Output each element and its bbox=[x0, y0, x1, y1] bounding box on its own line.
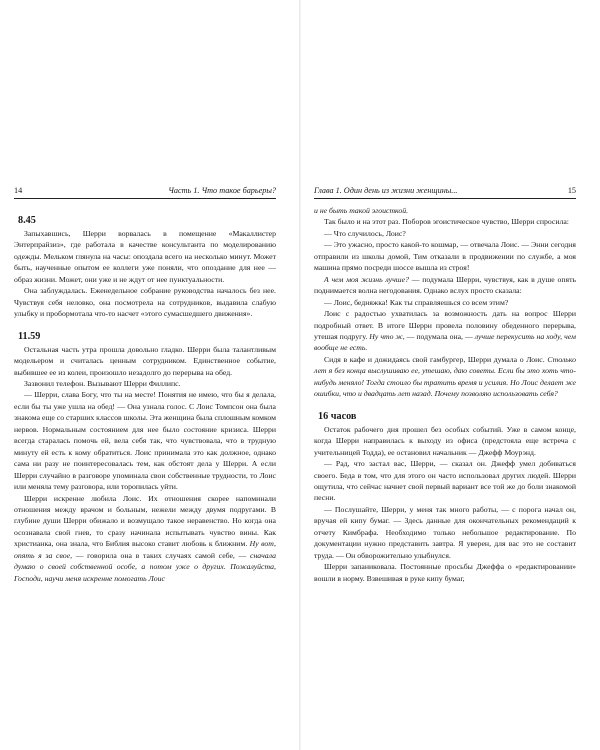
text-run: — Что случилось, Лоис? bbox=[324, 228, 406, 238]
italic-text: сначала думаю о своей собственной особе, а потом уже о других. Пожалуйста, Господи, научи меня искренне помогать Лоис bbox=[14, 550, 276, 583]
paragraph bbox=[14, 493, 276, 585]
right-page-body bbox=[314, 205, 576, 584]
page-number: 14 bbox=[14, 186, 23, 195]
paragraph bbox=[14, 344, 276, 378]
text-run: — Рад, что застал вас, Шерри, — сказал он. Джефф умел добиваться своего. Беда в том, что для этого он часто использовал других людей. Шерри ощутила, что сейчас начнет свой первый вариант все той же до боли знакомой песни. bbox=[314, 459, 576, 503]
paragraph bbox=[314, 561, 576, 584]
left-running-head bbox=[14, 186, 276, 199]
text-run: Шерри запаниковала. Постоянные просьбы Джеффа о «редактировании» вошли в норму. Взвешивая в руке кипу бумаг, bbox=[314, 562, 576, 583]
left-page bbox=[14, 186, 276, 584]
section-heading: 16 часов bbox=[318, 410, 357, 422]
paragraph bbox=[314, 424, 576, 458]
text-run: Лоис с радостью ухватилась за возможность дать на вопрос Шерри подробный ответ. В итоге Шерри провела половину обеденного перерыва, утешая подругу. bbox=[314, 309, 576, 341]
text-run: — Лоис, бедняжка! Как ты справляешься со всем этим? bbox=[324, 297, 509, 307]
section-heading: 11.59 bbox=[18, 330, 41, 342]
paragraph bbox=[14, 228, 276, 285]
running-title: Часть 1. Что такое барьеры? bbox=[168, 186, 276, 195]
italic-text: Столько лет я без конца выслушиваю ее, утешаю, даю советы. Если бы это хоть что-нибудь меняло! Тогда стоило бы тратить время и усилия. Но Лоис делает же ошибки, что и двадцать лет назад. Почему позволяю использовать себя? bbox=[314, 354, 576, 399]
italic-text: лучше перекусить на ходу, чем вообще не есть. bbox=[314, 331, 576, 353]
text-run: Так было и на этот раз. Поборов эгоистическое чувство, Шерри спросила: bbox=[324, 217, 569, 227]
text-run: — Это ужасно, просто какой-то кошмар, — отвечала Лоис. — Энни сегодня отправили из школы домой, Тим отказали в продвижении по службе, а моя машина прямо посреди шоссе вышла из строя! bbox=[314, 240, 576, 273]
italic-text: и не быть такой эгоисткой. bbox=[314, 206, 409, 215]
section-heading: 8.45 bbox=[18, 215, 36, 226]
text-run: Запыхавшись, Шерри ворвалась в помещение «Макаллистер Энтерпрайзиз», где работала в качестве консультанта по моделированию одежды. Мельком глянула на часы: опоздала всего на несколько минут. Может быть, наученные опытом ее коллеги уже поняли, что опоздание для нее — образ жизни. Может, они уже и не ждут от нее пунктуальности. bbox=[14, 229, 276, 284]
text-run: — подумала Шерри, чувствуя, как в душе опять поднимается волна негодования. Однако вслух просто сказала: bbox=[314, 274, 576, 296]
paragraph bbox=[14, 378, 276, 389]
running-title: Глава 1. Один день из жизни женщины... bbox=[314, 186, 458, 195]
paragraph bbox=[314, 274, 576, 297]
right-running-head bbox=[314, 186, 576, 199]
text-run: Шерри искренне любила Лоис. Их отношения скорее напоминали отношения между врачом и больным, нежели между двумя подругами. В глубине души Шерри обижало и возмущало такое неравенство. Но когда она осознавала свой гнев, то сразу начинала испытывать чувство вины. Как христианка, она знала, что Библия высоко ставит любовь к ближним. bbox=[14, 493, 276, 549]
page-number: 15 bbox=[567, 186, 576, 195]
text-run: — подумала она, — bbox=[404, 331, 475, 341]
paragraph bbox=[314, 504, 576, 561]
text-run: Она заблуждалась. Еженедельное собрание руководства началось без нее. Чувствуя себя неловко, она посмотрела на сотрудников, выдавила слабую улыбку и пробормотала что-то насчет «этого сумасшедшего движения». bbox=[14, 286, 276, 319]
paragraph bbox=[314, 354, 576, 400]
text-run: Остаток рабочего дня прошел без особых событий. Уже в самом конце, когда Шерри направилась к выходу из офиса (предстояла еще встреча с учительницей Тодда), ее остановил начальник — Джефф Моурэнд. bbox=[314, 424, 576, 457]
left-page-body bbox=[14, 215, 276, 584]
paragraph bbox=[314, 239, 576, 273]
text-run: — говорила она в таких случаях самой себе, — bbox=[72, 550, 251, 560]
paragraph bbox=[14, 389, 276, 492]
paragraph bbox=[314, 228, 576, 239]
paragraph bbox=[314, 205, 576, 216]
paragraph bbox=[314, 297, 576, 308]
text-run: Зазвонил телефон. Вызывают Шерри Филлипс. bbox=[24, 378, 181, 388]
paragraph bbox=[314, 308, 576, 354]
italic-text: А чем моя жизнь лучше? bbox=[324, 274, 409, 284]
text-run: — Послушайте, Шерри, у меня так много работы, — с порога начал он, вручая ей кипу бумаг. — Здесь данные для окончательных рекомендаций к отчету Кимбрафа. Необходимо только небольшое редактирование. По документации нужно представить завтра. Я уверен, для вас это не составит труда. — Он обворожительно улыбнулся. bbox=[314, 504, 576, 560]
right-page bbox=[314, 186, 576, 584]
paragraph bbox=[314, 458, 576, 504]
text-run: Сидя в кафе и дожидаясь свой гамбургер, Шерри думала о Лоис. bbox=[324, 354, 548, 364]
italic-text: Ну что ж, bbox=[369, 331, 405, 341]
text-run: Остальная часть утра прошла довольно гладко. Шерри была талантливым модельером и считалась ценным сотрудником. Единственное событие, выбившее ее из колеи, произошло незадолго до перерыва на обед. bbox=[14, 344, 276, 377]
paragraph bbox=[14, 285, 276, 319]
italic-text: Ну вот, опять я за свое, bbox=[14, 539, 276, 560]
paragraph bbox=[314, 216, 576, 227]
text-run: — Шерри, слава Богу, что ты на месте! Понятия не имею, что бы я делала, если бы ты уже ушла на обед! — Она узнала голос. С Лоис Томпсон она была знакома еще со старших классов школы. Эта женщина была сплошным комком нервов. Нормальным состоянием для нее было состояние кризиса. Шерри всегда старалась помочь ей, вела себя так, что чувствовала, что в трудную минуту ей есть к кому обратиться. Лоис принимала это как должное, однако сама ни разу не поинтересовалась тем, как обстоят дела у Шерри. А если Шерри случайно в разговоре упоминала свои собственные трудности, то Лоис или меняла тему разговора, или торопилась уйти. bbox=[14, 390, 277, 492]
book-gutter bbox=[299, 0, 301, 750]
